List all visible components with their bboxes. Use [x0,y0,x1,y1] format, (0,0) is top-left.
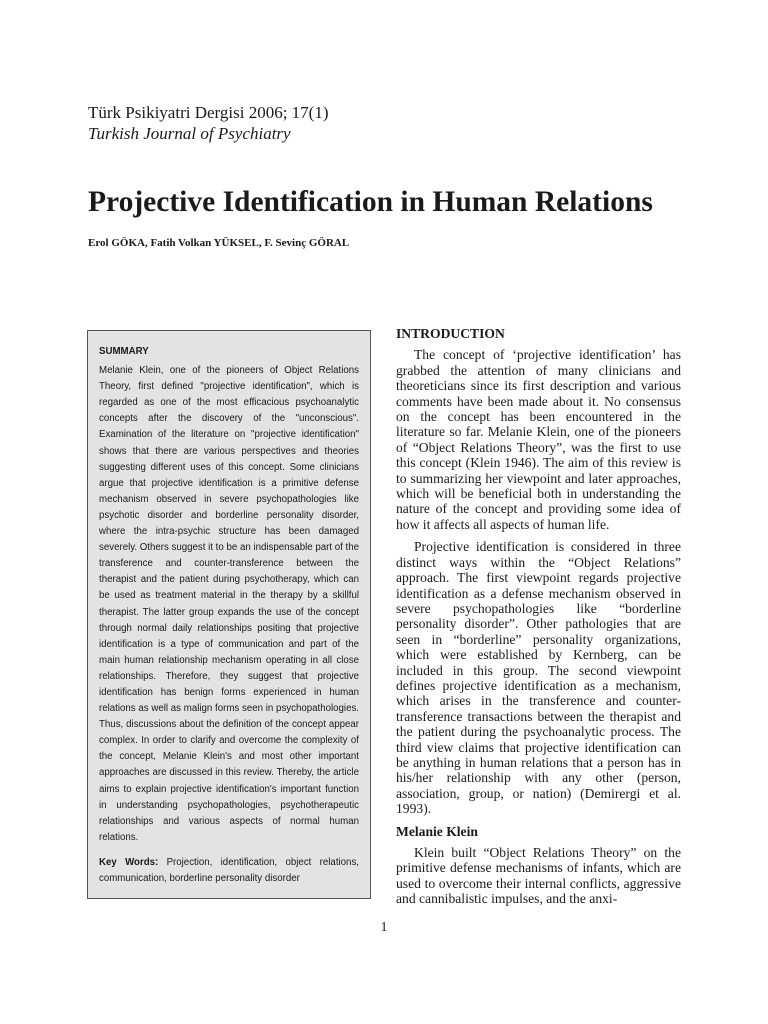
author-list: Erol GÖKA, Fatih Volkan YÜKSEL, F. Sevinç GÖRAL [88,237,350,249]
melanie-klein-heading: Melanie Klein [396,823,478,839]
journal-name-turkish: Türk Psikiyatri Dergisi 2006; 17(1) [88,103,329,122]
keywords [99,855,359,887]
journal-name-english: Turkish Journal of Psychiatry [88,124,291,143]
introduction-heading: INTRODUCTION [396,326,505,341]
melanie-klein-paragraph-1: Klein built “Object Relations Theory” on the primitive defense mechanisms of infants, which are used to overcome their internal conflicts, aggressive and cannibalistic impulses, and the anxi- [396,845,681,907]
summary-box [87,330,371,899]
keywords-text: Projection, identification, object relations, communication, borderline personality disorder [99,856,359,884]
summary-text: Melanie Klein, one of the pioneers of Object Relations Theory, first defined "projective identification", which is regarded as one of the most efficacious psychoanalytic concepts after the discovery of the "unconscious". Examination of the literature on "projective identification" shows that there are various perspectives and theories suggesting different uses of this concept. Some clinicians argue that projective identification is a primitive defense mechanism observed in severe psychopathologies like psychotic disorder and borderline personality disorder, where the intra-psychic structure has been damaged severely. Others suggest it to be an indispensable part of the transference and counter-transference between the therapist and the patient during psychotherapy, which can be used as treatment material in the therapy by a skillful therapist. The latter group expands the use of the concept through normal daily relationships positing that projective identification is a type of communication and part of the main human relationship mechanism operating in all close relationships. Therefore, they suggest that projective identification has benign forms experienced in human relations as well as malign forms seen in psychopathologies. Thus, discussions about the definition of the concept appear complex. In order to clarify and overcome the complexity of the concept, Melanie Klein's and most other important approaches are discussed in this review. Thereby, the article aims to explain projective identification's important function in understanding psychopathologies, psychotherapeutic relationships and various aspects of normal human relations. [99,365,359,843]
introduction-paragraph-1: The concept of ‘projective identification’ has grabbed the attention of many clinicians and theoreticians since its first description and various comments have been made about it. No consensus on the concept has been encountered in the literature so far. Melanie Klein, one of the pioneers of “Object Relations Theory”, was the first to use this concept (Klein 1946). The aim of this review is to summarizing her viewpoint and later approaches, which will be beneficial both in understanding the nature of the concept and providing some idea of how it affects all aspects of human life. [396,347,681,532]
article-title: Projective Identification in Human Relations [88,186,653,218]
page-number: 1 [380,919,388,934]
keywords-label: Key Words: [99,856,159,868]
introduction-paragraph-2: Projective identification is considered in three distinct ways within the “Object Relations” approach. The first viewpoint regards projective identification as a defense mechanism observed in severe psychopathologies like “borderline personality disorder”. Other pathologies that are seen in “borderline” personality organizations, which were established by Kernberg, can be included in this group. The second viewpoint defines projective identification as a mechanism, which arises in the transference and counter-transference transactions between the therapist and the patient during the psychoanalytic process. The third view claims that projective identification can be anything in human relations that a person has in his/her relationship with any other (person, association, group, or nation) (Demirergi et al. 1993). [396,539,681,817]
body-column [396,326,681,914]
summary-heading: SUMMARY [99,346,149,357]
